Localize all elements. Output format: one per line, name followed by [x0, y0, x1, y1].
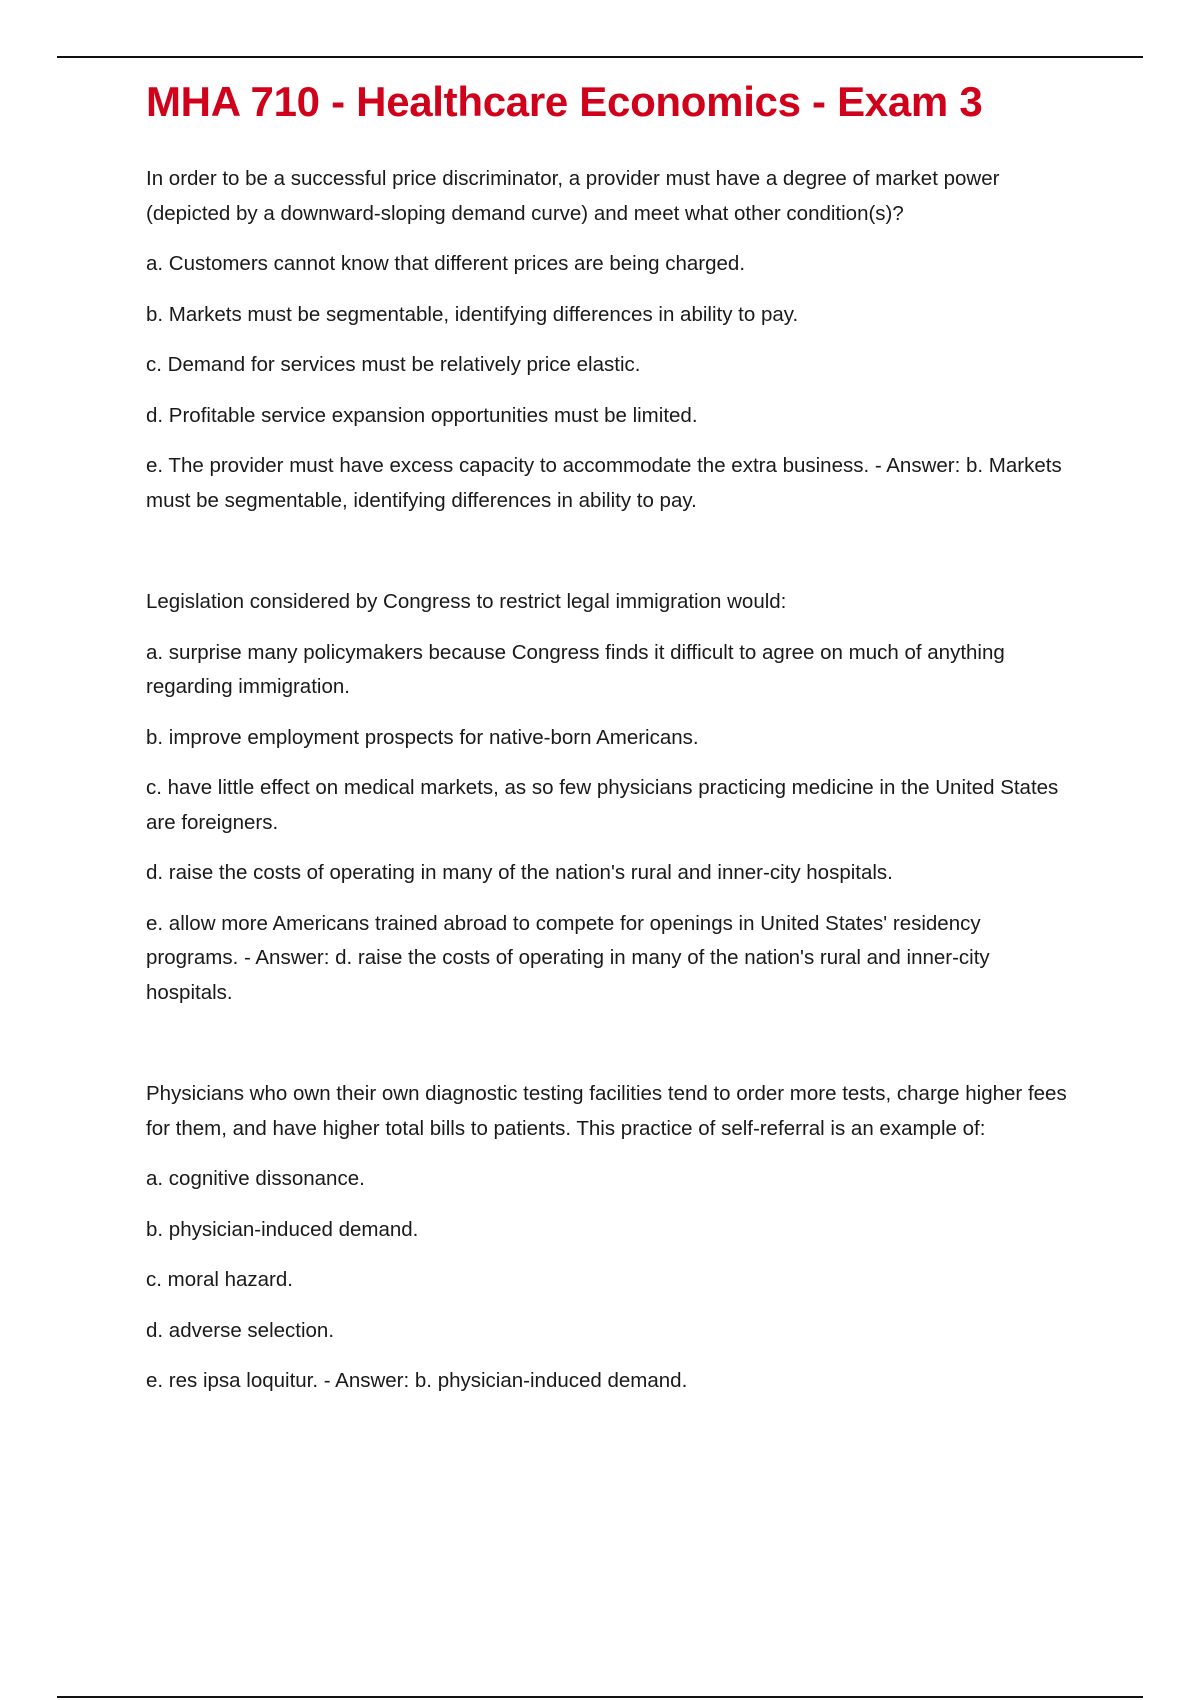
- answer-option: c. have little effect on medical markets, as so few physicians practicing medicine in the United States are foreigners.: [146, 776, 1059, 834]
- document-body: [146, 74, 1076, 1415]
- answer-option: a. cognitive dissonance.: [146, 1167, 365, 1190]
- answer-option: d. Profitable service expansion opportunities must be limited.: [146, 403, 698, 427]
- top-divider: [57, 56, 1143, 58]
- answer-option: a. Customers cannot know that different prices are being charged.: [146, 252, 746, 275]
- question-prompt: Legislation considered by Congress to restrict legal immigration would:: [146, 590, 787, 613]
- answer-option: b. improve employment prospects for native-born Americans.: [146, 725, 699, 749]
- answer-option: b. physician-induced demand.: [146, 1217, 419, 1241]
- question-2: [146, 585, 1076, 1010]
- question-3: [146, 1077, 1076, 1399]
- answer-option-with-answer: e. res ipsa loquitur. - Answer: b. physician-induced demand.: [146, 1369, 688, 1392]
- document-title: MHA 710 - Healthcare Economics - Exam 3: [146, 78, 983, 125]
- answer-option-with-answer: e. allow more Americans trained abroad to compete for openings in United States' residency programs. - Answer: d. raise the costs of operating in many of the nation's rural and inner-city hospitals.: [146, 911, 990, 1004]
- answer-option: c. Demand for services must be relatively price elastic.: [146, 353, 641, 376]
- question-1: [146, 162, 1076, 518]
- question-prompt: In order to be a successful price discriminator, a provider must have a degree of market power (depicted by a downward-sloping demand curve) and meet what other condition(s)?: [146, 167, 1000, 225]
- question-prompt: Physicians who own their own diagnostic testing facilities tend to order more tests, charge higher fees for them, and have higher total bills to patients. This practice of self-referral is an example of:: [146, 1082, 1067, 1140]
- answer-option-with-answer: e. The provider must have excess capacity to accommodate the extra business. - Answer: b. Markets must be segmentable, identifying differences in ability to pay.: [146, 454, 1062, 512]
- bottom-divider: [57, 1696, 1143, 1698]
- answer-option: c. moral hazard.: [146, 1268, 293, 1291]
- answer-option: d. raise the costs of operating in many of the nation's rural and inner-city hospitals.: [146, 861, 893, 884]
- answer-option: b. Markets must be segmentable, identifying differences in ability to pay.: [146, 302, 799, 326]
- answer-option: d. adverse selection.: [146, 1318, 335, 1342]
- answer-option: a. surprise many policymakers because Congress finds it difficult to agree on much of anything regarding immigration.: [146, 640, 1005, 698]
